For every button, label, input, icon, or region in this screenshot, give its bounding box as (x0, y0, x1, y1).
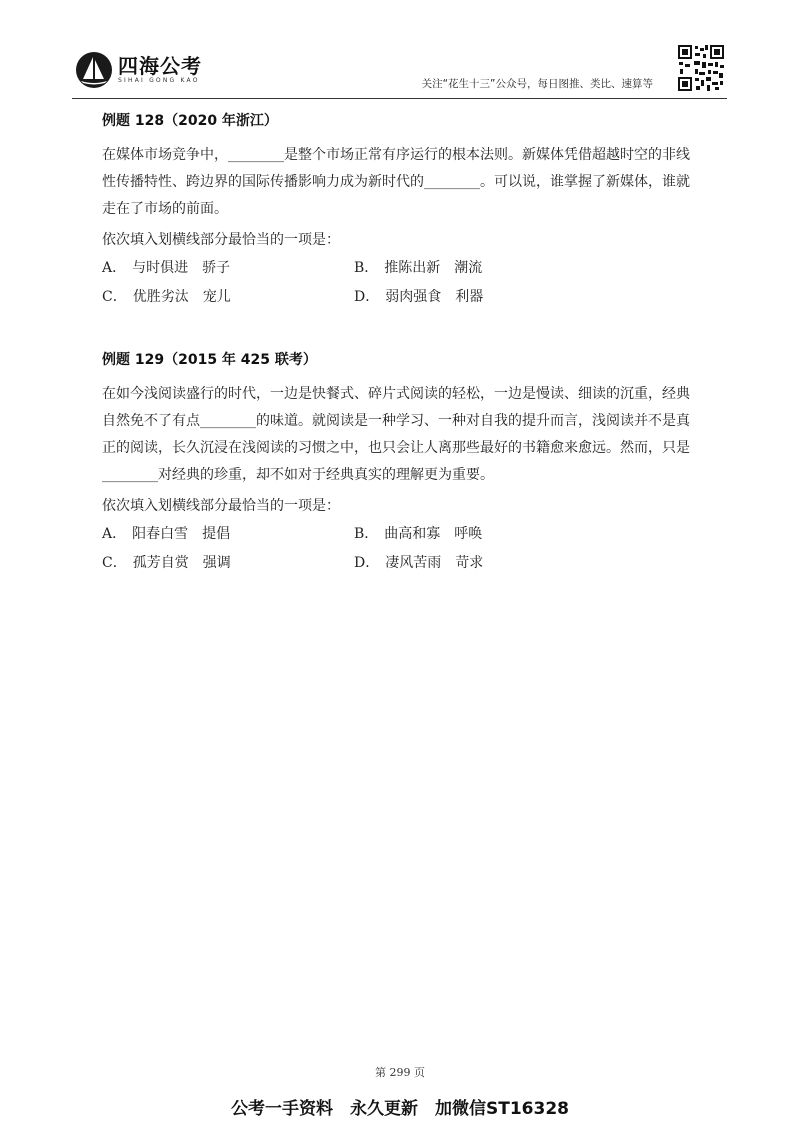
option-label: D． (354, 555, 380, 571)
logo (76, 52, 202, 88)
option-label: D． (354, 289, 380, 305)
option-label: C． (102, 555, 127, 571)
question-title: 例题 129（2015 年 425 联考） (102, 352, 317, 368)
question-title: 例题 128（2020 年浙江） (102, 113, 278, 129)
option-label: C． (102, 289, 127, 305)
options-list (102, 522, 702, 575)
option-label: B． (354, 260, 379, 276)
page-content (102, 110, 702, 615)
page-number: 第 299 页 (375, 1066, 425, 1079)
question-passage: 在媒体市场竞争中，________是整个市场正常有序运行的根本法则。新媒体凭借超越时空的非线性传播特性、跨边界的国际传播影响力成为新时代的________。可以说，谁掌握了新媒体，谁就走在了市场的前面。 (102, 147, 690, 217)
options-list (102, 256, 702, 309)
option-text: 凄风苦雨 苛求 (385, 555, 484, 571)
question-prompt: 依次填入划横线部分最恰当的一项是： (102, 498, 340, 514)
option-c (102, 551, 354, 575)
option-text: 孤芳自赏 强调 (132, 555, 231, 571)
question-prompt: 依次填入划横线部分最恰当的一项是： (102, 232, 340, 248)
question-passage: 在如今浅阅读盛行的时代，一边是快餐式、碎片式阅读的轻松，一边是慢读、细读的沉重，经典自然免不了有点________的味道。就阅读是一种学习、一种对自我的提升而言，浅阅读并不是真正的阅读，长久沉浸在浅阅读的习惯之中，也只会让人离那些最好的书籍愈来愈远。然而，只是________对经典的珍重，却不如对于经典真实的理解更为重要。 (102, 386, 690, 483)
logo-subtitle: SIHAI GONG KAO (118, 77, 200, 84)
option-a (102, 522, 354, 546)
option-a (102, 256, 354, 280)
option-text: 曲高和寡 呼唤 (384, 526, 483, 542)
option-text: 阳春白雪 提倡 (132, 526, 231, 542)
question-128 (102, 110, 702, 309)
option-b (354, 522, 606, 546)
option-label: A． (102, 526, 127, 542)
option-text: 优胜劣汰 宠儿 (132, 289, 231, 305)
option-label: A． (102, 260, 127, 276)
option-b (354, 256, 606, 280)
option-c (102, 285, 354, 309)
qr-code-icon (677, 44, 725, 92)
question-129 (102, 349, 702, 575)
option-text: 与时俱进 骄子 (132, 260, 231, 276)
option-label: B． (354, 526, 379, 542)
page-header (72, 40, 727, 99)
option-d (354, 551, 606, 575)
option-text: 推陈出新 潮流 (384, 260, 483, 276)
header-slogan: 关注“花生十三”公众号，每日图推、类比、速算等 (421, 78, 653, 90)
option-d (354, 285, 606, 309)
sailboat-logo-icon (76, 52, 112, 88)
option-text: 弱肉强食 利器 (385, 289, 484, 305)
logo-name: 四海公考 (118, 54, 202, 78)
footer-note: 公考一手资料 永久更新 加微信ST16328 (231, 1099, 569, 1119)
